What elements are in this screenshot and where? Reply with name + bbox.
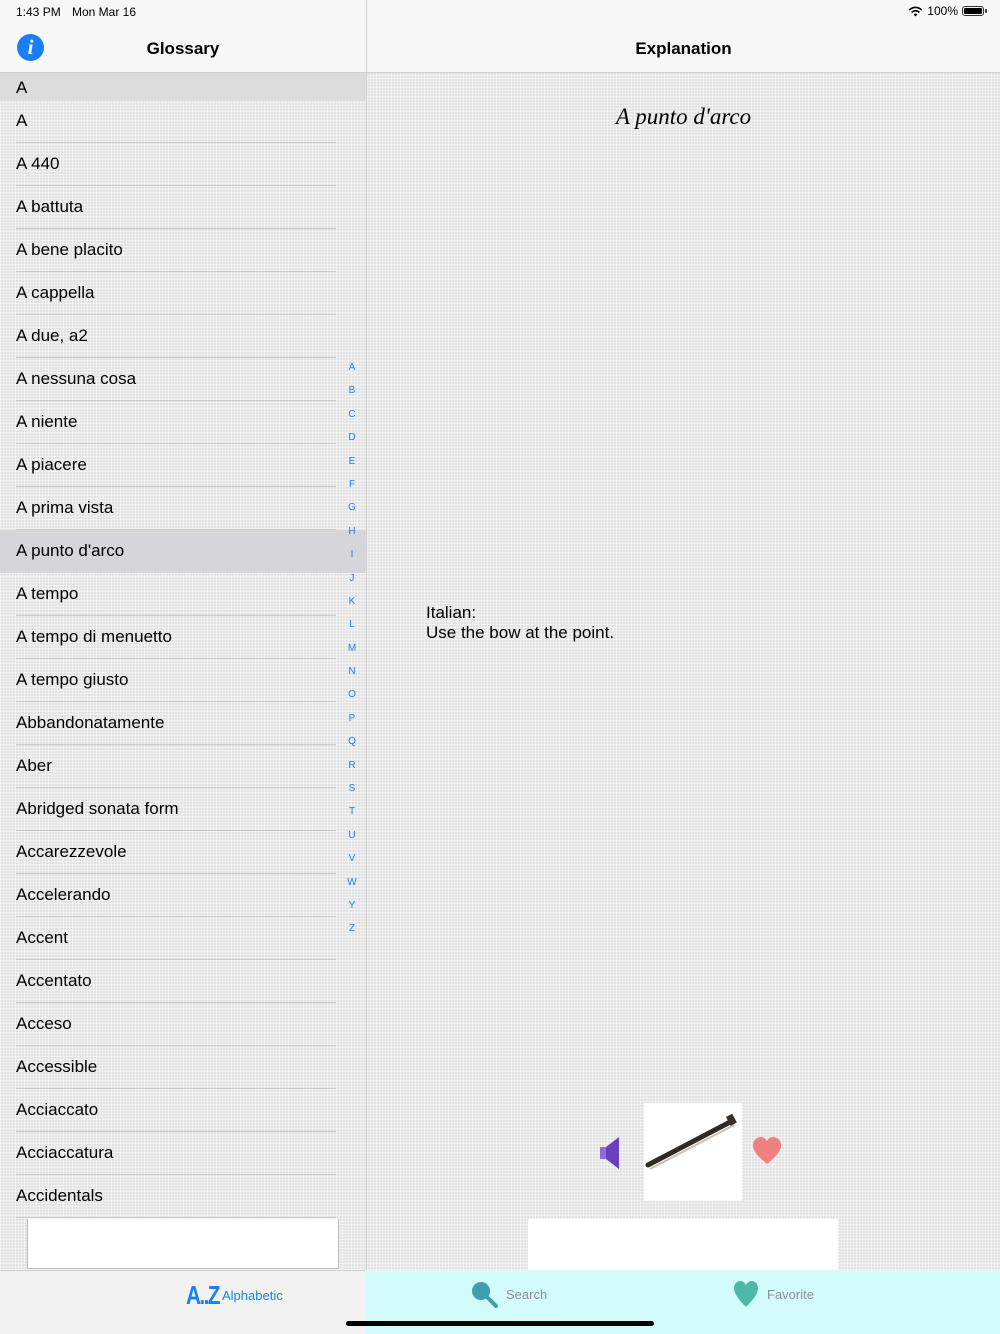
glossary-row[interactable]: [0, 229, 366, 272]
tab-alphabetic-label: Alphabetic: [222, 1288, 283, 1303]
glossary-row[interactable]: [0, 186, 366, 229]
glossary-list: [0, 100, 366, 1218]
glossary-row-label: Acciaccato: [16, 1100, 99, 1119]
glossary-row[interactable]: [0, 1132, 366, 1175]
index-letter[interactable]: P: [348, 712, 356, 724]
glossary-row[interactable]: [0, 487, 366, 530]
glossary-row-label: A bene placito: [16, 240, 123, 259]
glossary-row[interactable]: [0, 1003, 366, 1046]
glossary-row-label: A: [16, 111, 28, 130]
index-letter[interactable]: G: [348, 502, 356, 514]
index-letter[interactable]: S: [348, 783, 356, 795]
search-icon: [470, 1280, 498, 1308]
violin-bow-image: [644, 1103, 742, 1201]
index-letter[interactable]: M: [347, 642, 357, 654]
term-title: A punto d'arco: [615, 104, 752, 129]
glossary-row-label: Accent: [16, 928, 68, 947]
status-date: Mon Mar 16: [72, 5, 137, 19]
glossary-row[interactable]: [0, 917, 366, 960]
glossary-row-label: A piacere: [16, 455, 87, 474]
index-letter[interactable]: I: [350, 549, 354, 561]
glossary-row-label: Accelerando: [16, 885, 111, 904]
explanation-title: Explanation: [635, 39, 732, 58]
index-letter[interactable]: F: [348, 478, 356, 490]
wifi-icon: [908, 6, 923, 17]
tab-search[interactable]: [470, 1280, 547, 1308]
index-letter[interactable]: Z: [348, 923, 356, 935]
tab-favorite-label: Favorite: [767, 1286, 814, 1302]
battery-icon: [962, 6, 984, 16]
index-letter[interactable]: U: [348, 829, 356, 841]
glossary-row-label: A prima vista: [16, 498, 114, 517]
info-icon[interactable]: i: [17, 34, 44, 61]
tab-bar-left-bg: [0, 1270, 366, 1334]
language-label: Italian:: [426, 603, 477, 622]
glossary-row-label: Abridged sonata form: [16, 799, 179, 818]
glossary-row-label: Accarezzevole: [16, 842, 127, 861]
index-letter[interactable]: H: [348, 525, 356, 537]
index-letter[interactable]: J: [349, 572, 355, 584]
index-letter[interactable]: D: [348, 432, 356, 444]
glossary-row[interactable]: [0, 702, 366, 745]
explanation-text: [426, 603, 614, 643]
index-letter[interactable]: N: [348, 666, 356, 678]
tab-favorite[interactable]: [733, 1280, 814, 1308]
index-letter[interactable]: B: [348, 385, 356, 397]
glossary-row[interactable]: [0, 444, 366, 487]
section-header-label: A: [16, 78, 28, 97]
index-letter[interactable]: Y: [348, 899, 356, 911]
tab-search-label: Search: [506, 1286, 548, 1302]
glossary-row[interactable]: [0, 573, 366, 616]
bow-icon: [644, 1103, 742, 1201]
status-bar: [0, 0, 1000, 24]
index-letter[interactable]: Q: [348, 736, 356, 748]
glossary-row[interactable]: [0, 358, 366, 401]
glossary-row[interactable]: [0, 960, 366, 1003]
status-time: 1:43 PM: [16, 5, 61, 19]
glossary-row-label: Accidentals: [16, 1186, 103, 1205]
tab-alphabetic[interactable]: [186, 1280, 283, 1311]
glossary-row[interactable]: [0, 1089, 366, 1132]
glossary-row[interactable]: [0, 530, 366, 573]
glossary-row-label: A punto d'arco: [16, 541, 125, 560]
glossary-row-label: A 440: [16, 154, 60, 173]
glossary-row[interactable]: [0, 659, 366, 702]
glossary-row-label: A nessuna cosa: [16, 369, 137, 388]
glossary-row[interactable]: [0, 272, 366, 315]
index-letter[interactable]: T: [348, 806, 356, 818]
glossary-title: Glossary: [146, 39, 220, 58]
definition-text: Use the bow at the point.: [426, 623, 615, 642]
heart-icon[interactable]: [752, 1136, 782, 1166]
glossary-row[interactable]: [0, 315, 366, 358]
glossary-row-label: Abbandonatamente: [16, 713, 165, 732]
glossary-row-label: Acceso: [16, 1014, 72, 1033]
speaker-icon[interactable]: [600, 1135, 624, 1171]
index-letter[interactable]: K: [348, 595, 356, 607]
glossary-row[interactable]: [0, 100, 366, 143]
status-indicators: [908, 4, 984, 18]
index-letter[interactable]: V: [348, 853, 356, 865]
index-letter[interactable]: E: [348, 455, 356, 467]
index-letter[interactable]: W: [347, 876, 357, 888]
glossary-row[interactable]: [0, 1175, 366, 1218]
glossary-row-label: A tempo di menuetto: [16, 627, 172, 646]
glossary-row[interactable]: [0, 401, 366, 444]
glossary-row-label: A tempo: [16, 584, 79, 603]
glossary-row-label: A battuta: [16, 197, 84, 216]
index-letter[interactable]: A: [348, 362, 356, 373]
glossary-row[interactable]: [0, 874, 366, 917]
ad-banner-left[interactable]: [27, 1219, 339, 1269]
glossary-row-label: Acciaccatura: [16, 1143, 114, 1162]
glossary-row[interactable]: [0, 1046, 366, 1089]
alphabet-index[interactable]: [342, 361, 362, 946]
glossary-row-label: A niente: [16, 412, 78, 431]
glossary-row-label: Accentato: [16, 971, 92, 990]
index-letter[interactable]: C: [348, 408, 356, 420]
home-indicator[interactable]: [346, 1321, 654, 1326]
alphabetic-az-icon: A..Z: [186, 1280, 219, 1310]
heart-tab-icon: [733, 1280, 759, 1308]
glossary-row[interactable]: [0, 831, 366, 874]
glossary-row[interactable]: [0, 616, 366, 659]
glossary-row[interactable]: [0, 745, 366, 788]
glossary-row-label: A tempo giusto: [16, 670, 129, 689]
glossary-row[interactable]: [0, 143, 366, 186]
index-letter[interactable]: O: [348, 689, 356, 701]
glossary-pane: [0, 0, 367, 1270]
glossary-row-label: A due, a2: [16, 326, 88, 345]
index-letter[interactable]: L: [349, 619, 355, 631]
battery-percent: 100%: [927, 4, 958, 18]
section-header: [0, 73, 366, 101]
glossary-row-label: Accessible: [16, 1057, 98, 1076]
glossary-row-label: A cappella: [16, 283, 95, 302]
explanation-pane: [367, 0, 1000, 1270]
ad-banner-right[interactable]: [528, 1219, 838, 1270]
glossary-row[interactable]: [0, 788, 366, 831]
index-letter[interactable]: R: [348, 759, 356, 771]
glossary-row-label: Aber: [16, 756, 52, 775]
